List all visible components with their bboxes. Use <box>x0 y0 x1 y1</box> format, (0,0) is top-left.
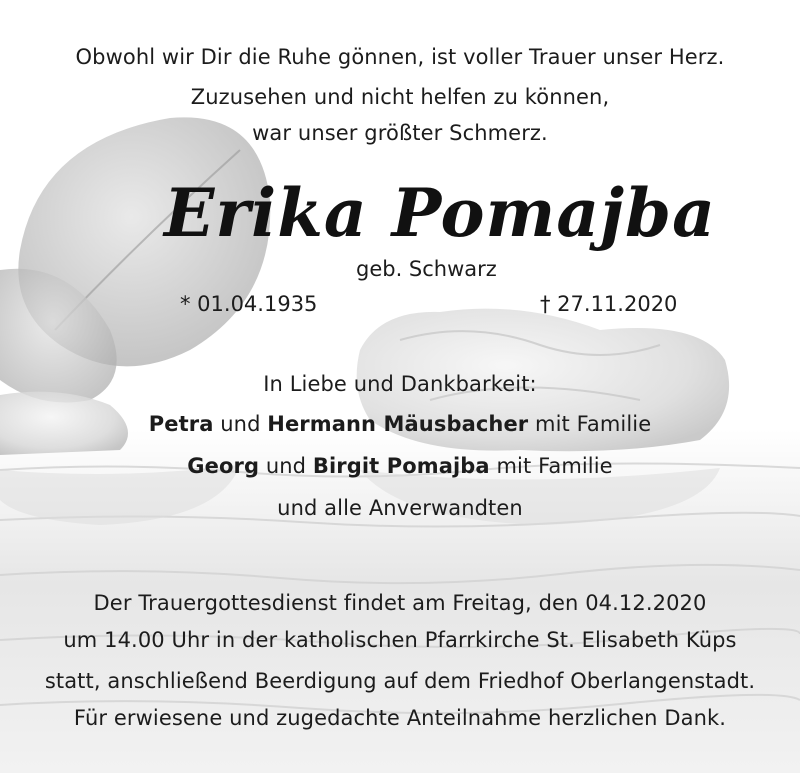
family-1-second: Hermann Mäusbacher <box>267 412 529 436</box>
family-2-first: Georg <box>187 454 260 478</box>
family-2-suffix: mit Familie <box>489 454 613 478</box>
verse-line-2: Zuzusehen und nicht helfen zu können, <box>190 85 610 109</box>
family-1-first: Petra <box>148 412 214 436</box>
family-1-and: und <box>213 412 268 436</box>
mourners-intro: In Liebe und Dankbarkeit: <box>263 372 537 396</box>
mourners-family-2 <box>0 452 800 480</box>
family-2-and: und <box>259 454 313 478</box>
birth-name: geb. Schwarz <box>356 257 497 281</box>
service-line-1: Der Trauergottesdienst findet am Freitag, den 04.12.2020 <box>93 591 707 615</box>
verse-line-1: Obwohl wir Dir die Ruhe gönnen, ist voller Trauer unser Herz. <box>75 45 725 69</box>
deceased-name: Erika Pomajba <box>164 174 716 252</box>
verse-line-3: war unser größter Schmerz. <box>252 121 548 145</box>
mourners-others: und alle Anverwandten <box>277 496 523 520</box>
family-2-second: Birgit Pomajba <box>312 454 490 478</box>
service-line-4: Für erwiesene und zugedachte Anteilnahme herzlichen Dank. <box>73 706 727 730</box>
birth-date: * 01.04.1935 <box>180 292 318 316</box>
death-date: † 27.11.2020 <box>540 292 678 316</box>
service-line-2: um 14.00 Uhr in der katholischen Pfarrkirche St. Elisabeth Küps <box>63 628 737 652</box>
mourners-family-1 <box>0 410 800 438</box>
family-1-suffix: mit Familie <box>528 412 652 436</box>
service-line-3: statt, anschließend Beerdigung auf dem Friedhof Oberlangenstadt. <box>44 669 756 693</box>
